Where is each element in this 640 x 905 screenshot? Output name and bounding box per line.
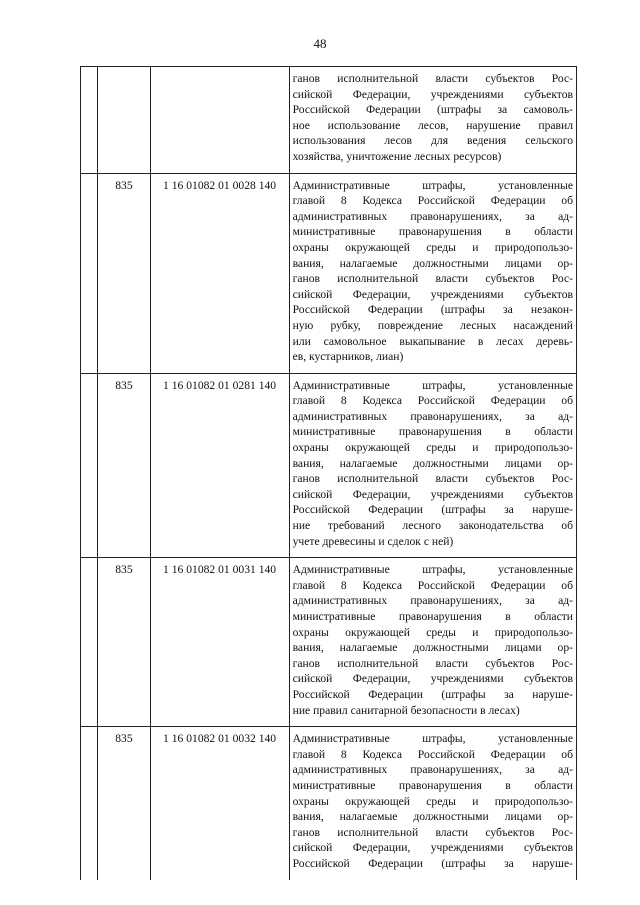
description-line: главой 8 Кодекса Российской Федерации об xyxy=(292,394,573,408)
table-row xyxy=(81,558,577,727)
description-line: Административные штрафы, установленные xyxy=(292,732,573,746)
description-line: административных правонарушениях, за ад- xyxy=(292,409,573,423)
description-line: Российской Федерации (штрафы за наруше- xyxy=(292,856,573,870)
description-line: ганов исполнительной власти субъектов Рос- xyxy=(292,825,573,839)
description-line: ганов исполнительной власти субъектов Рос- xyxy=(292,72,573,85)
description-line: Российской Федерации (штрафы за наруше- xyxy=(292,503,573,517)
description-line: сийской Федерации, учреждениями субъектов xyxy=(292,287,573,301)
description-line: учете древесины и сделок с ней) xyxy=(292,534,454,548)
description-line: ганов исполнительной власти субъектов Рос- xyxy=(292,272,573,286)
description-line: ное использование лесов, нарушение правил xyxy=(292,118,573,132)
row-number-cell xyxy=(81,67,98,174)
description-line: Российской Федерации (штрафы за наруше- xyxy=(292,687,573,701)
description-line: вания, налагаемые должностными лицами ор- xyxy=(292,810,573,824)
description-cell xyxy=(289,67,576,174)
description-line: ев, кустарников, лиан) xyxy=(292,350,404,364)
row-number-cell xyxy=(81,558,98,727)
description-line: вания, налагаемые должностными лицами ор- xyxy=(292,456,573,470)
description-line: ние требований лесного законодательства об xyxy=(292,519,573,533)
page-number: 48 xyxy=(313,36,327,51)
description-line: министративные правонарушения в области xyxy=(292,610,573,623)
description-line: министративные правонарушения в области xyxy=(292,225,573,239)
table-row xyxy=(81,727,577,880)
description-line: охраны окружающей среды и природопользо- xyxy=(292,240,573,254)
description-line: Административные штрафы, установленные xyxy=(292,378,573,392)
description-line: главой 8 Кодекса Российской Федерации об xyxy=(292,747,573,761)
description-line: ние правил санитарной безопасности в лесах) xyxy=(292,703,520,717)
budget-code-cell: 1 16 01082 01 0032 140 xyxy=(150,727,289,880)
description-line: или самовольное выкапывание в лесах деревь- xyxy=(292,334,573,348)
table-row xyxy=(81,373,577,558)
description-line: сийской Федерации, учреждениями субъектов xyxy=(292,841,573,855)
description-line: сийской Федерации, учреждениями субъектов xyxy=(292,672,573,686)
description-line: Российской Федерации (штрафы за самоволь- xyxy=(292,103,573,117)
budget-code-table xyxy=(80,66,577,880)
description-line: ную рубку, повреждение лесных насаждений xyxy=(292,318,573,332)
table-body xyxy=(81,67,577,880)
description-line: административных правонарушениях, за ад- xyxy=(292,594,573,608)
description-line: вания, налагаемые должностными лицами ор- xyxy=(292,256,573,270)
description-line: главой 8 Кодекса Российской Федерации об xyxy=(292,194,573,208)
admin-code-cell xyxy=(98,67,150,174)
description-cell xyxy=(289,727,576,880)
table-row xyxy=(81,67,577,174)
budget-code-cell: 1 16 01082 01 0031 140 xyxy=(150,558,289,727)
admin-code-cell: 835 xyxy=(98,173,150,373)
row-number-cell xyxy=(81,727,98,880)
description-line: вания, налагаемые должностными лицами ор- xyxy=(292,641,573,655)
description-cell xyxy=(289,558,576,727)
description-line: сийской Федерации, учреждениями субъектов xyxy=(292,487,573,501)
description-cell xyxy=(289,173,576,373)
table-row xyxy=(81,173,577,373)
budget-code-cell xyxy=(150,67,289,174)
row-number-cell xyxy=(81,173,98,373)
description-line: Административные штрафы, установленные xyxy=(292,563,573,577)
description-line: использования лесов для ведения сельского xyxy=(292,134,573,148)
admin-code-cell: 835 xyxy=(98,373,150,558)
admin-code-cell: 835 xyxy=(98,727,150,880)
description-line: охраны окружающей среды и природопользо- xyxy=(292,625,573,639)
description-line: Российской Федерации (штрафы за незакон- xyxy=(292,303,573,317)
description-line: министративные правонарушения в области xyxy=(292,425,573,439)
row-number-cell xyxy=(81,373,98,558)
description-line: административных правонарушениях, за ад- xyxy=(292,763,573,777)
description-cell xyxy=(289,373,576,558)
description-line: охраны окружающей среды и природопользо- xyxy=(292,441,573,455)
description-line: хозяйства, уничтожение лесных ресурсов) xyxy=(292,149,502,163)
description-line: Административные штрафы, установленные xyxy=(292,178,573,192)
description-line: сийской Федерации, учреждениями субъектов xyxy=(292,87,573,101)
description-line: ганов исполнительной власти субъектов Рос- xyxy=(292,472,573,486)
description-line: главой 8 Кодекса Российской Федерации об xyxy=(292,578,573,592)
description-line: ганов исполнительной власти субъектов Рос- xyxy=(292,656,573,670)
budget-code-cell: 1 16 01082 01 0028 140 xyxy=(150,173,289,373)
description-line: административных правонарушениях, за ад- xyxy=(292,209,573,223)
description-line: охраны окружающей среды и природопользо- xyxy=(292,794,573,808)
budget-code-cell: 1 16 01082 01 0281 140 xyxy=(150,373,289,558)
admin-code-cell: 835 xyxy=(98,558,150,727)
description-line: министративные правонарушения в области xyxy=(292,778,573,792)
